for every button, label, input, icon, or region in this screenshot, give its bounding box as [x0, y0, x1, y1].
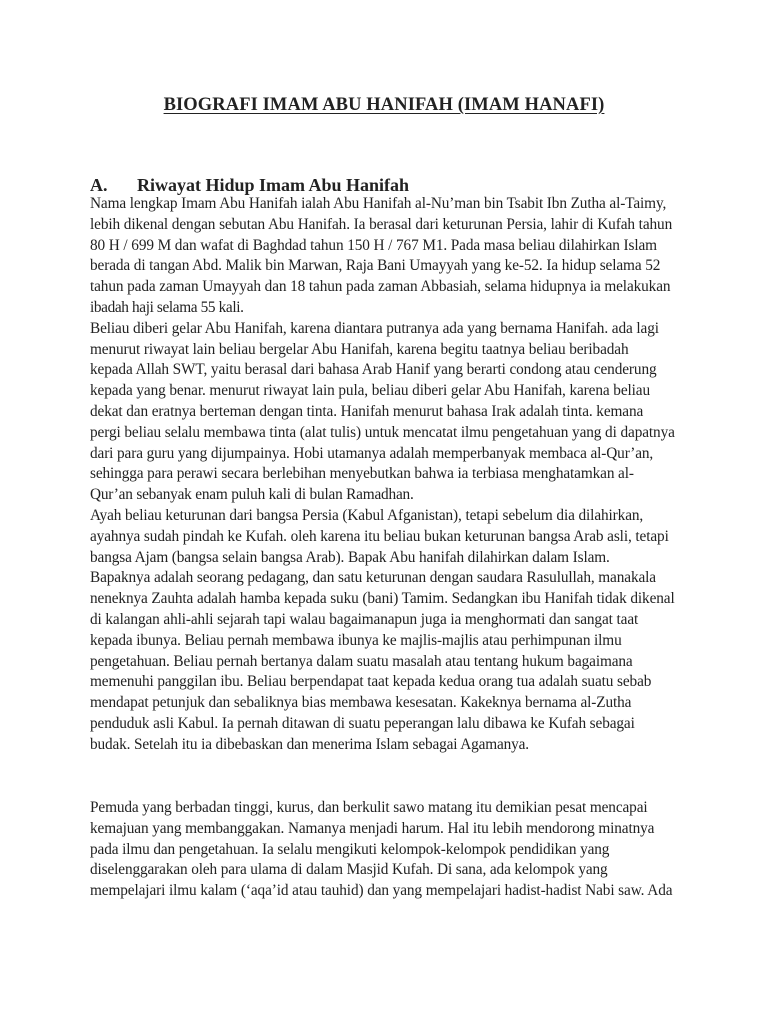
- text-line: pengetahuan. Beliau pernah bertanya dalam suatu masalah atau tentang hukum bagaimana: [90, 652, 633, 670]
- text-line: dekat dan eratnya berteman dengan tinta. Hanifah menurut bahasa Irak adalah tinta. kemana: [90, 402, 644, 420]
- text-line: sehingga para perawi secara berlebihan menyebutkan bahwa ia terbiasa menghatamkan al-: [90, 465, 634, 483]
- text-line: dari para guru yang dijumpainya. Hobi utamanya adalah memperbanyak membaca al-Qur’an,: [90, 444, 654, 462]
- text-line: budak. Setelah itu ia dibebaskan dan menerima Islam sebagai Agamanya.: [90, 735, 529, 753]
- text-line: pergi beliau selalu membawa tinta (alat tulis) untuk mencatat ilmu pengetahuan yang di dapatnya: [90, 423, 675, 441]
- text-line: Pemuda yang berbadan tinggi, kurus, dan berkulit sawo matang itu demikian pesat mencapai: [90, 799, 648, 816]
- text-line: bangsa Ajam (bangsa selain bangsa Arab). Bapak Abu hanifah dilahirkan dalam Islam.: [90, 548, 610, 566]
- document-title: BIOGRAFI IMAM ABU HANIFAH (IMAM HANAFI): [163, 95, 605, 115]
- text-line: Nama lengkap Imam Abu Hanifah ialah Abu Hanifah al-Nu’man bin Tsabit Ibn Zutha al-Taimy,: [90, 195, 667, 212]
- text-line: ibadah haji selama 55 kali.: [90, 298, 244, 316]
- text-line: Beliau diberi gelar Abu Hanifah, karena diantara putranya ada yang bernama Hanifah. ada lagi: [90, 319, 659, 337]
- text-line: Qur’an sebanyak enam puluh kali di bulan Ramadhan.: [90, 486, 414, 504]
- text-line: di kalangan ahli-ahli sejarah tapi walau bagaimanapun juga ia menghormati dan sangat taat: [90, 610, 639, 628]
- text-line: mempelajari ilmu kalam (‘aqa’id atau tauhid) dan yang mempelajari hadist-hadist Nabi saw. Ada: [90, 882, 673, 900]
- text-line: kemajuan yang membanggakan. Namanya menjadi harum. Hal itu lebih mendorong minatnya: [90, 819, 655, 837]
- text-line: tahun pada zaman Umayyah dan 18 tahun pada zaman Abbasiah, selama hidupnya ia melakukan: [90, 278, 671, 296]
- text-line: diselenggarakan oleh para ulama di dalam Masjid Kufah. Di sana, ada kelompok yang: [90, 861, 608, 879]
- section-heading: [90, 175, 690, 196]
- biography-paragraphs: [90, 194, 690, 756]
- text-line: penduduk asli Kabul. Ia pernah ditawan di suatu peperangan lalu dibawa ke Kufah sebagai: [90, 714, 635, 732]
- text-line: ayahnya sudah pindah ke Kufah. oleh karena itu beliau bukan keturunan bangsa Arab asli, tetapi: [90, 527, 669, 545]
- text-line: berada di tangan Abd. Malik bin Marwan, Raja Bani Umayyah yang ke-52. Ia hidup selama 52: [90, 257, 661, 275]
- text-line: menurut riwayat lain beliau bergelar Abu Hanifah, karena begitu taatnya beliau beribadah: [90, 340, 629, 358]
- text-line: 80 H / 699 M dan wafat di Baghdad tahun 150 H / 767 M1. Pada masa beliau dilahirkan Islam: [90, 236, 657, 254]
- text-line: Bapaknya adalah seorang pedagang, dan satu keturunan dengan saudara Rasulullah, manakala: [90, 569, 656, 587]
- text-line: mendapat petunjuk dan sebaliknya bias membawa kesesatan. Kakeknya bernama al-Zutha: [90, 694, 632, 712]
- text-line: kepada yang benar. menurut riwayat lain pula, beliau diberi gelar Abu Hanifah, karena beliau: [90, 382, 651, 400]
- text-line: lebih dikenal dengan sebutan Abu Hanifah. Ia berasal dari keturunan Persia, lahir di Kufah tahun: [90, 215, 673, 233]
- text-line: neneknya Zauhta adalah hamba kepada suku (bani) Tamim. Sedangkan ibu Hanifah tidak dikenal: [90, 590, 675, 608]
- section-heading-text: Riwayat Hidup Imam Abu Hanifah: [137, 175, 410, 195]
- text-line: Ayah beliau keturunan dari bangsa Persia (Kabul Afganistan), tetapi sebelum dia dilahirkan,: [90, 506, 644, 524]
- section-letter: A.: [90, 175, 108, 195]
- text-line: kepada Allah SWT, yaitu berasal dari bahasa Arab Hanif yang berarti condong atau cenderung: [90, 361, 657, 379]
- text-line: pada ilmu dan pengetahuan. Ia selalu mengikuti kelompok-kelompok pendidikan yang: [90, 840, 610, 858]
- text-line: memenuhi panggilan ibu. Beliau berpendapat taat kepada kedua orang tua adalah suatu sebab: [90, 673, 652, 691]
- text-line: kepada ibunya. Beliau pernah membawa ibunya ke majlis-majlis atau perhimpunan ilmu: [90, 631, 622, 649]
- second-section-paragraph: [90, 798, 690, 902]
